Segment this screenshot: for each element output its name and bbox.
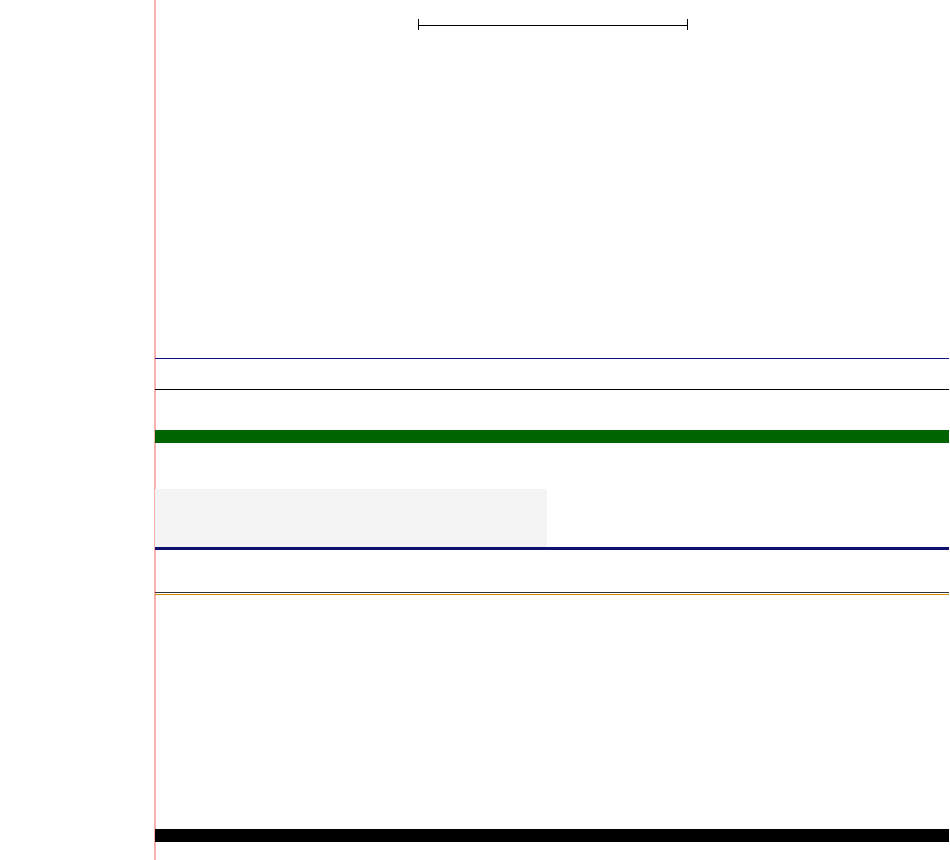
refseq-gene-line[interactable] [155,358,949,359]
scale-bar-left-tick [418,19,419,30]
scale-bar-line [418,25,688,26]
gtex-plot-background [155,489,547,547]
h3k27ac-signal-dark-line[interactable] [155,592,949,593]
publications-item-line[interactable] [155,389,949,390]
gtex-bottom-border [155,547,949,550]
omim-gene-bar[interactable] [155,430,949,443]
scale-bar-right-tick [687,19,688,30]
h3k27ac-signal-baseline[interactable] [155,594,949,595]
repeatmasker-element-bar[interactable] [155,829,949,842]
